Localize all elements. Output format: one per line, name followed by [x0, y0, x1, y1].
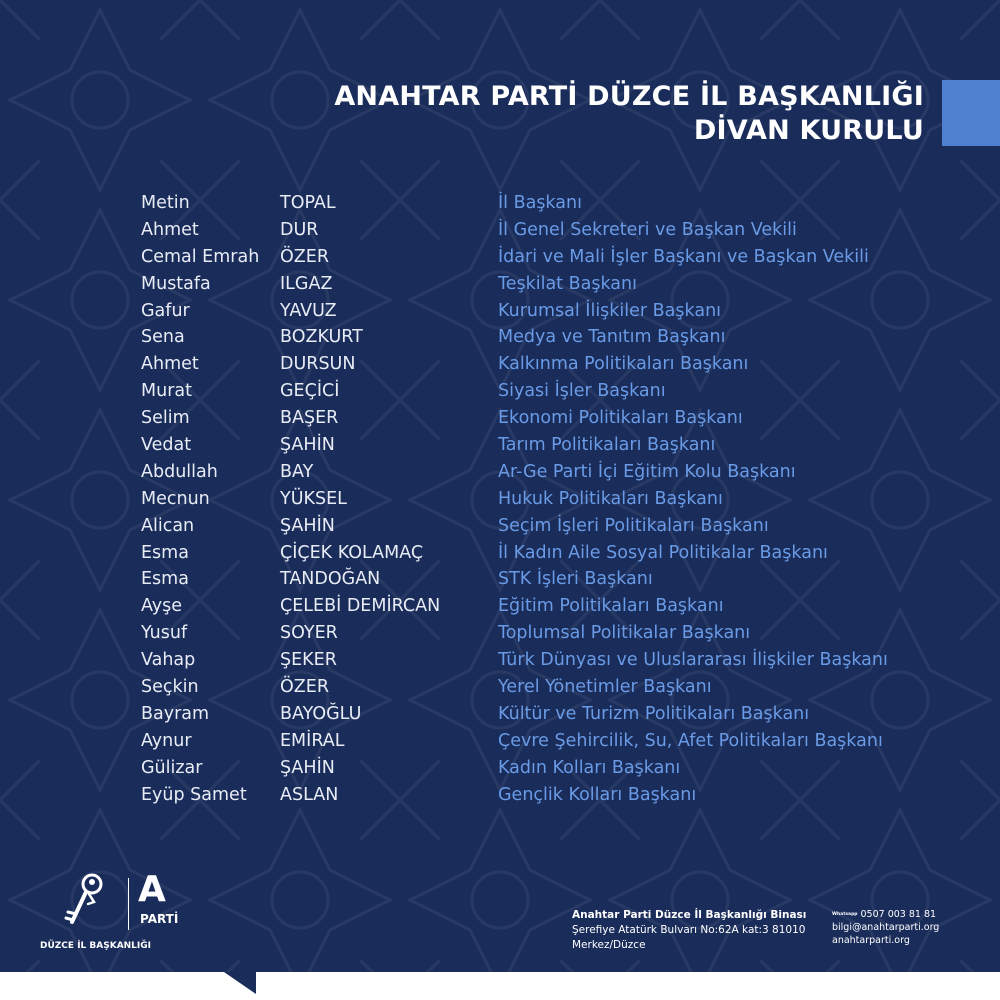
member-row — [141, 540, 921, 567]
member-role: Seçim İşleri Politikaları Başkanı — [498, 515, 769, 536]
member-row — [141, 351, 921, 378]
whatsapp-label: Whatsapp — [832, 912, 858, 917]
member-row — [141, 593, 921, 620]
member-first-name: Abdullah — [141, 461, 218, 482]
member-first-name: Esma — [141, 569, 189, 590]
member-last-name: DURSUN — [280, 354, 356, 375]
member-last-name: DUR — [280, 219, 319, 240]
address-block — [572, 908, 806, 953]
member-first-name: Metin — [141, 193, 190, 213]
member-first-name: Ahmet — [141, 219, 199, 240]
member-row — [141, 755, 921, 782]
member-role: Kurumsal İlişkiler Başkanı — [498, 300, 722, 321]
member-row — [141, 728, 921, 755]
member-first-name: Vedat — [141, 435, 192, 456]
member-last-name: YAVUZ — [280, 300, 337, 321]
member-row — [141, 271, 921, 298]
member-first-name: Gafur — [141, 300, 190, 321]
website-link[interactable]: anahtarparti.org — [832, 935, 910, 946]
member-role: Ar-Ge Parti İçi Eğitim Kolu Başkanı — [498, 461, 796, 482]
contact-block — [832, 908, 939, 947]
member-last-name: YÜKSEL — [280, 488, 347, 509]
member-row — [141, 782, 921, 809]
member-row — [141, 620, 921, 647]
member-role: İl Genel Sekreteri ve Başkan Vekili — [498, 219, 797, 240]
member-row — [141, 513, 921, 540]
logo-word: PARTİ — [140, 912, 179, 926]
member-role: Gençlik Kolları Başkanı — [498, 784, 697, 805]
member-first-name: Eyüp Samet — [141, 784, 247, 805]
member-last-name: SOYER — [280, 623, 338, 644]
member-last-name: ŞAHİN — [280, 757, 335, 778]
member-last-name: ÖZER — [280, 677, 329, 698]
member-role: Çevre Şehircilik, Su, Afet Politikaları Başkanı — [498, 730, 883, 751]
logo-letter: A — [138, 869, 166, 910]
phone-row — [832, 908, 939, 921]
email-link[interactable]: bilgi@anahtarparti.org — [832, 922, 940, 933]
bottom-notch — [224, 972, 256, 994]
member-row — [141, 298, 921, 325]
member-row — [141, 432, 921, 459]
member-role: Toplumsal Politikalar Başkanı — [498, 623, 751, 644]
member-last-name: ÖZER — [280, 246, 329, 267]
member-first-name: Gülizar — [141, 757, 203, 778]
address-title: Anahtar Parti Düzce İl Başkanlığı Binası — [572, 909, 807, 921]
member-role: İdari ve Mali İşler Başkanı ve Başkan Vekili — [498, 246, 869, 267]
member-role: Türk Dünyası ve Uluslararası İlişkiler Başkanı — [498, 650, 888, 671]
member-last-name: BOZKURT — [280, 327, 363, 348]
key-person-icon — [58, 872, 114, 932]
title-line-1: ANAHTAR PARTİ DÜZCE İL BAŞKANLIĞI — [334, 81, 924, 112]
member-first-name: Mecnun — [141, 488, 210, 509]
member-first-name: Bayram — [141, 703, 210, 724]
member-row — [141, 459, 921, 486]
accent-square — [942, 80, 1000, 146]
member-row — [141, 486, 921, 513]
member-row — [141, 701, 921, 728]
member-last-name: ŞAHİN — [280, 435, 335, 456]
logo-caption: DÜZCE İL BAŞKANLIĞI — [40, 941, 152, 951]
member-role: STK İşleri Başkanı — [498, 569, 653, 590]
member-first-name: Ahmet — [141, 354, 199, 375]
member-first-name: Sena — [141, 327, 185, 348]
member-last-name: ILGAZ — [280, 273, 333, 294]
member-first-name: Cemal Emrah — [141, 246, 260, 267]
member-row — [141, 405, 921, 432]
bottom-bar — [0, 972, 1000, 1000]
member-row — [141, 244, 921, 271]
member-row — [141, 190, 921, 217]
member-last-name: TANDOĞAN — [280, 569, 381, 590]
member-last-name: ŞAHİN — [280, 515, 335, 536]
member-role: Kalkınma Politikaları Başkanı — [498, 354, 749, 375]
member-last-name: EMİRAL — [280, 730, 345, 751]
member-role: Hukuk Politikaları Başkanı — [498, 488, 723, 509]
member-last-name: BAY — [280, 461, 314, 482]
member-first-name: Esma — [141, 542, 189, 563]
member-first-name: Aynur — [141, 730, 192, 751]
address-line-2: Merkez/Düzce — [572, 939, 646, 951]
member-role: İl Başkanı — [498, 193, 582, 213]
member-last-name: BAYOĞLU — [280, 703, 362, 724]
member-first-name: Yusuf — [141, 623, 188, 644]
party-logo — [40, 869, 179, 962]
member-last-name: GEÇİCİ — [280, 381, 340, 402]
member-row — [141, 647, 921, 674]
member-role: Kadın Kolları Başkanı — [498, 757, 681, 778]
member-last-name: ŞEKER — [280, 650, 337, 671]
member-role: İl Kadın Aile Sosyal Politikalar Başkanı — [498, 542, 828, 563]
member-role: Yerel Yönetimler Başkanı — [498, 677, 712, 698]
member-role: Tarım Politikaları Başkanı — [498, 435, 716, 456]
member-role: Ekonomi Politikaları Başkanı — [498, 408, 743, 429]
member-row — [141, 324, 921, 351]
logo-divider — [128, 878, 129, 930]
address-line-1: Şerefiye Atatürk Bulvarı No:62A kat:3 81010 — [572, 924, 806, 936]
member-first-name: Alican — [141, 515, 195, 536]
member-role: Medya ve Tanıtım Başkanı — [498, 327, 726, 348]
member-first-name: Mustafa — [141, 273, 211, 294]
member-first-name: Murat — [141, 381, 192, 402]
member-role: Teşkilat Başkanı — [498, 273, 637, 294]
member-row — [141, 566, 921, 593]
member-row — [141, 217, 921, 244]
page-title — [334, 80, 924, 148]
phone-number: 0507 003 81 81 — [860, 909, 937, 920]
member-row — [141, 674, 921, 701]
member-first-name: Seçkin — [141, 677, 199, 698]
member-last-name: ÇELEBİ DEMİRCAN — [280, 596, 441, 617]
member-list — [141, 190, 921, 808]
member-last-name: BAŞER — [280, 408, 339, 429]
member-role: Kültür ve Turizm Politikaları Başkanı — [498, 703, 810, 724]
member-first-name: Vahap — [141, 650, 196, 671]
member-last-name: TOPAL — [280, 193, 336, 213]
member-role: Eğitim Politikaları Başkanı — [498, 596, 724, 617]
member-row — [141, 378, 921, 405]
member-role: Siyasi İşler Başkanı — [498, 381, 666, 402]
member-first-name: Ayşe — [141, 596, 183, 617]
member-last-name: ÇİÇEK KOLAMAÇ — [280, 542, 424, 563]
member-last-name: ASLAN — [280, 784, 339, 805]
title-line-2: DİVAN KURULU — [693, 115, 924, 146]
member-first-name: Selim — [141, 408, 190, 429]
